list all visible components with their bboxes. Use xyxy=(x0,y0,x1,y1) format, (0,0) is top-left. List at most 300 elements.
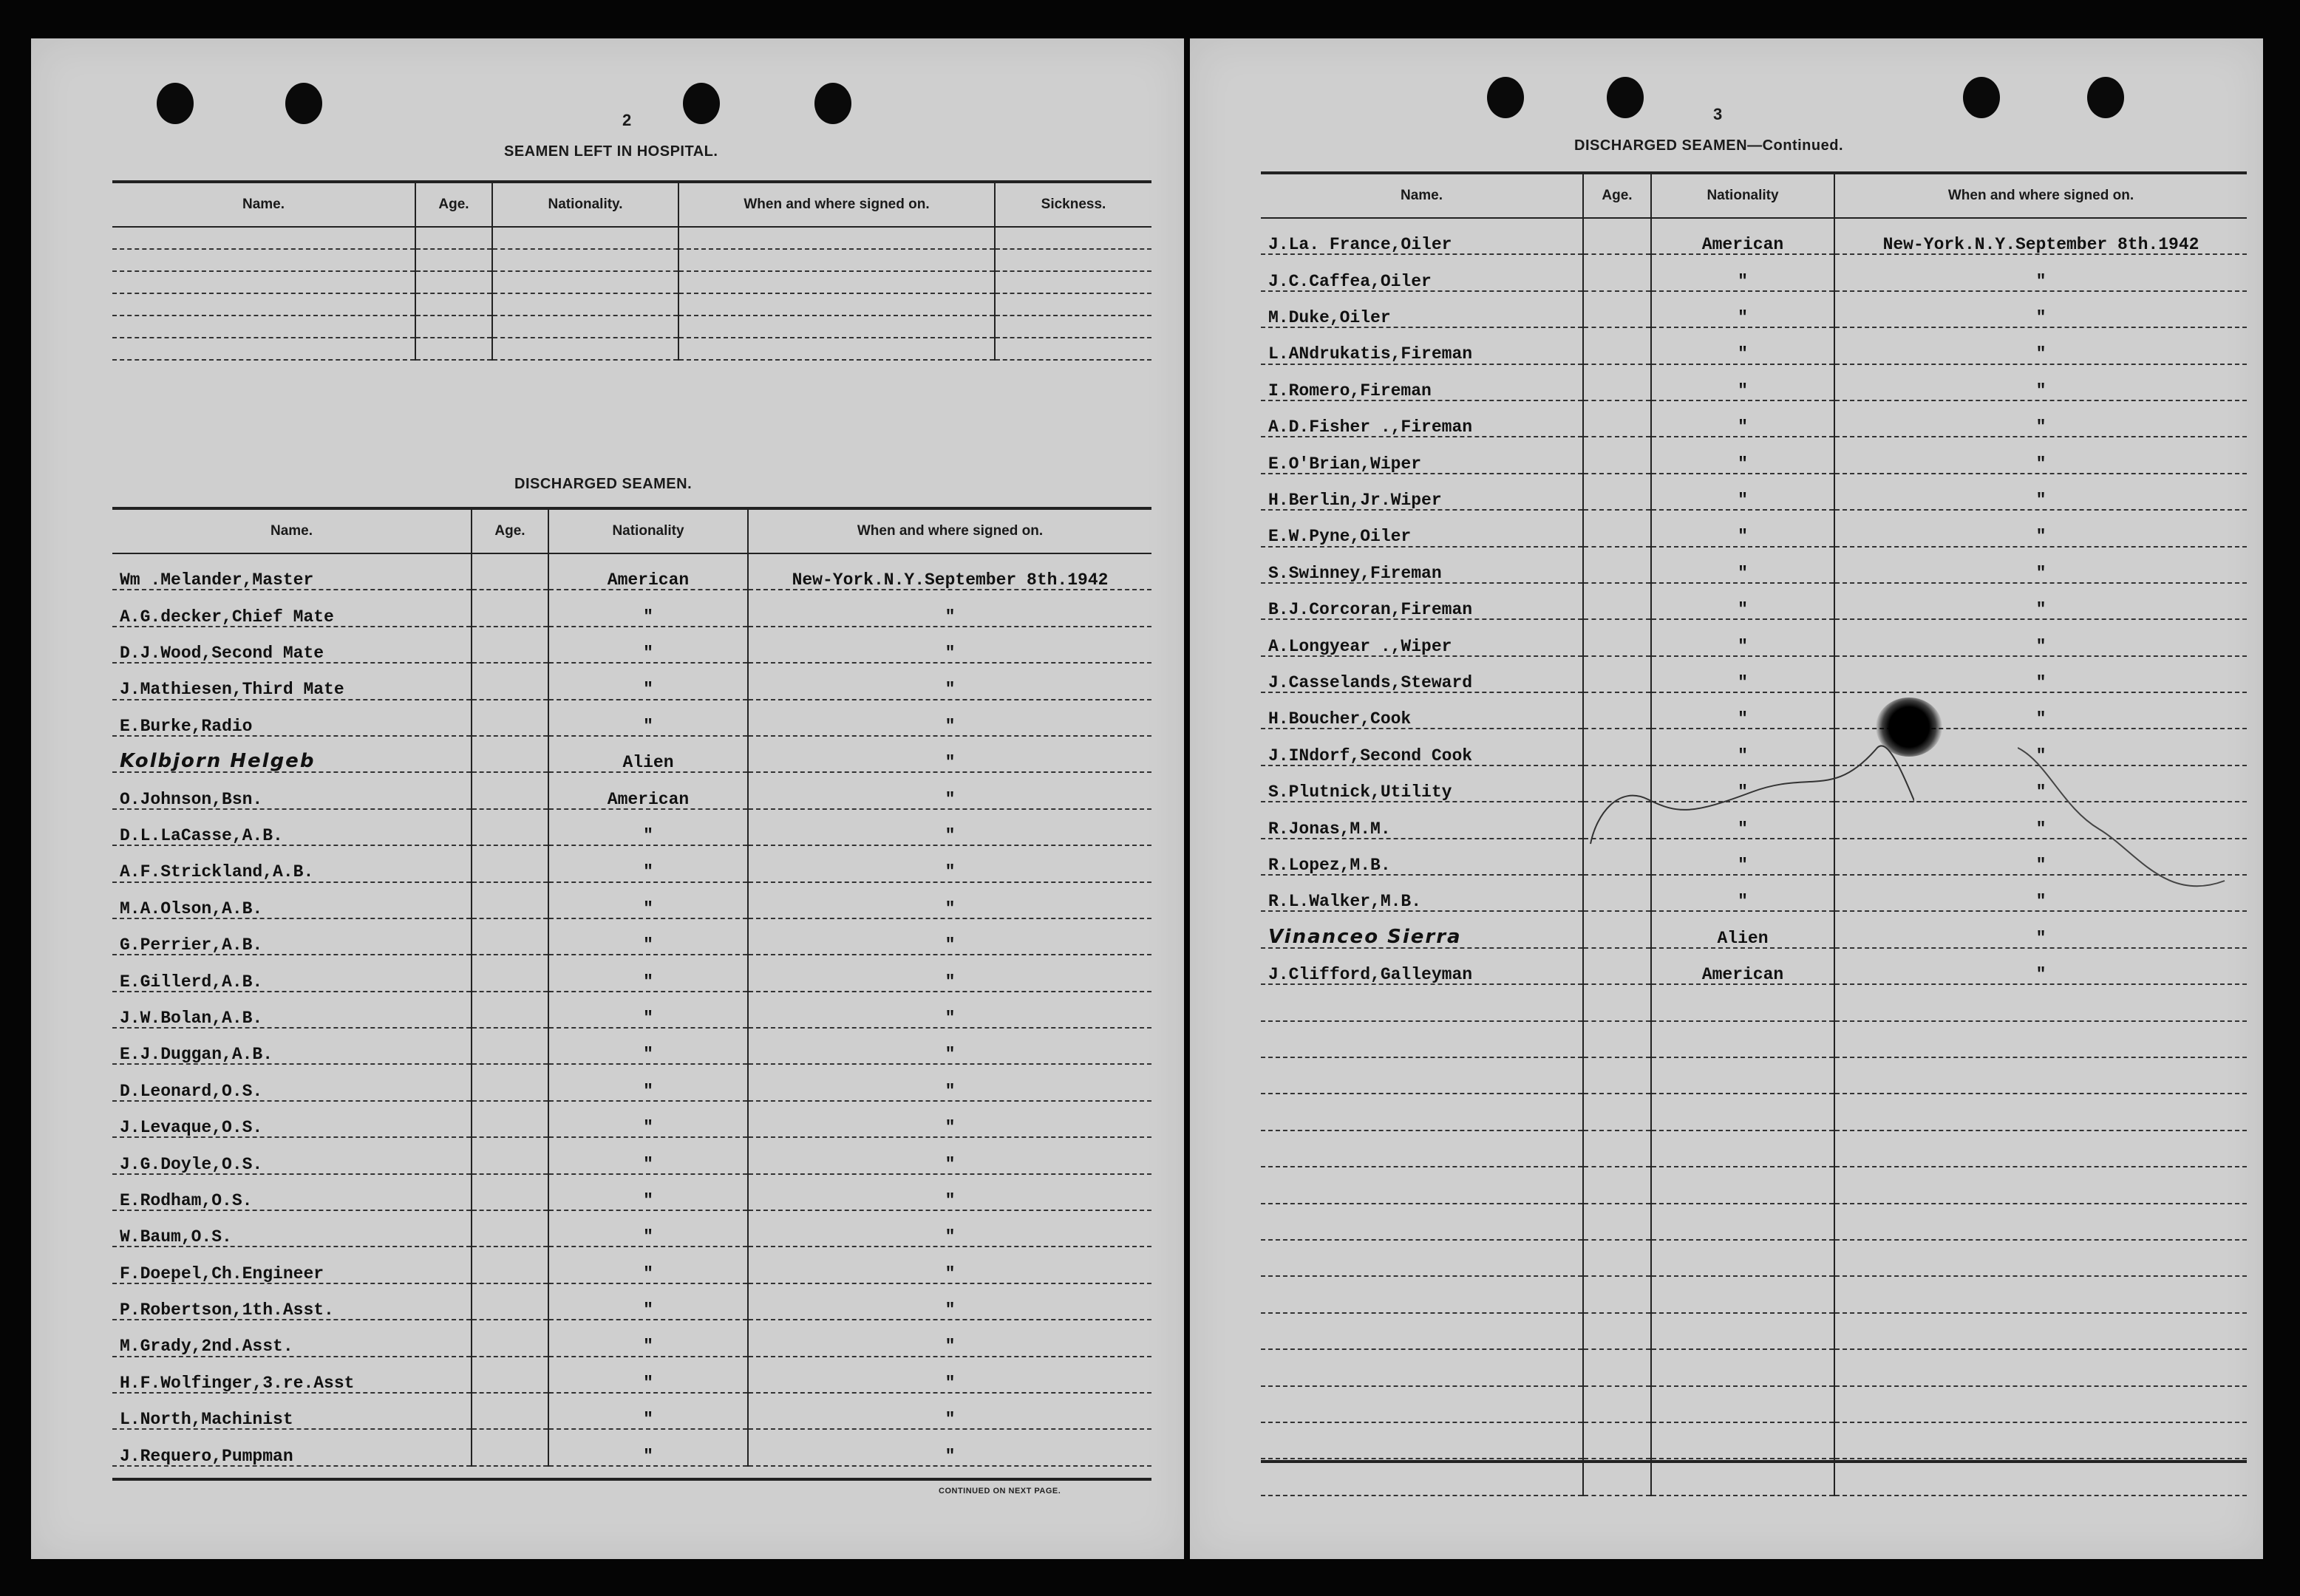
table-bottom-rule xyxy=(112,1478,1151,1481)
table-row xyxy=(112,338,1151,360)
seaman-nationality: " xyxy=(1651,474,1834,510)
blank-cell xyxy=(995,271,1151,293)
seaman-age xyxy=(472,553,548,590)
column-header-sickness: Sickness. xyxy=(995,182,1151,227)
blank-cell xyxy=(1834,1276,2247,1312)
blank-cell xyxy=(1834,1204,2247,1240)
table-row xyxy=(112,772,1151,808)
seaman-signed-on: " xyxy=(1834,656,2247,692)
blank-cell xyxy=(1651,1094,1834,1130)
punch-hole xyxy=(1963,77,2000,118)
blank-cell xyxy=(492,338,678,360)
blank-cell xyxy=(678,249,995,271)
blank-cell xyxy=(995,316,1151,338)
seaman-age xyxy=(1583,400,1651,437)
blank-cell xyxy=(1583,1349,1651,1385)
seaman-age xyxy=(472,1174,548,1210)
seaman-nationality: " xyxy=(548,1320,748,1356)
seaman-nationality: " xyxy=(548,1247,748,1283)
blank-cell xyxy=(1583,1204,1651,1240)
right-page xyxy=(1190,38,2263,1559)
blank-cell xyxy=(1261,1021,1583,1057)
seaman-name: H.F.Wolfinger,3.re.Asst xyxy=(112,1357,472,1393)
seaman-signed-on: " xyxy=(1834,254,2247,290)
blank-cell xyxy=(1834,1386,2247,1422)
seaman-age xyxy=(472,992,548,1028)
seaman-signed-on: " xyxy=(1834,437,2247,473)
seaman-name: L.ANdrukatis,Fireman xyxy=(1261,327,1583,364)
column-header-signed-on: When and where signed on. xyxy=(748,508,1151,553)
seaman-signed-on: " xyxy=(1834,400,2247,437)
seaman-signed-on: " xyxy=(748,882,1151,918)
seaman-age xyxy=(472,663,548,699)
seaman-age xyxy=(1583,291,1651,327)
table-row xyxy=(1261,437,2247,473)
blank-cell xyxy=(1834,1349,2247,1385)
seaman-nationality: " xyxy=(548,1210,748,1247)
table-row xyxy=(1261,291,2247,327)
blank-cell xyxy=(1651,984,1834,1020)
seaman-nationality: " xyxy=(1651,547,1834,583)
seaman-age xyxy=(472,809,548,845)
blank-cell xyxy=(1834,1459,2247,1495)
seaman-signed-on: " xyxy=(1834,364,2247,400)
table-row xyxy=(112,1028,1151,1064)
blank-cell xyxy=(1261,1240,1583,1276)
seaman-age xyxy=(472,1064,548,1100)
seaman-age xyxy=(472,1357,548,1393)
blank-cell xyxy=(112,316,415,338)
seaman-signed-on: " xyxy=(748,663,1151,699)
seaman-age xyxy=(472,1101,548,1137)
seaman-age xyxy=(472,627,548,663)
table-row xyxy=(1261,1167,2247,1203)
table-row xyxy=(1261,1204,2247,1240)
table-row xyxy=(1261,547,2247,583)
blank-cell xyxy=(1583,1240,1651,1276)
blank-cell xyxy=(112,338,415,360)
seaman-age xyxy=(472,736,548,772)
punch-hole xyxy=(2087,77,2124,118)
seaman-nationality: " xyxy=(1651,291,1834,327)
seaman-name: Vinanceo Sierra xyxy=(1261,911,1583,947)
page-number: 3 xyxy=(1713,105,1723,123)
seaman-name: J.Casselands,Steward xyxy=(1261,656,1583,692)
seaman-signed-on: " xyxy=(748,772,1151,808)
seaman-signed-on: " xyxy=(748,1320,1151,1356)
seaman-name: J.G.Doyle,O.S. xyxy=(112,1137,472,1173)
seaman-signed-on: " xyxy=(1834,911,2247,947)
seaman-nationality: " xyxy=(1651,802,1834,838)
blank-cell xyxy=(1651,1240,1834,1276)
table-row xyxy=(1261,1386,2247,1422)
seaman-name: E.Gillerd,A.B. xyxy=(112,955,472,991)
seaman-name: H.Berlin,Jr.Wiper xyxy=(1261,474,1583,510)
seaman-signed-on: " xyxy=(748,955,1151,991)
seaman-age xyxy=(472,845,548,881)
table-row xyxy=(112,316,1151,338)
seaman-name: M.A.Olson,A.B. xyxy=(112,882,472,918)
table-row xyxy=(112,627,1151,663)
seaman-name: D.L.LaCasse,A.B. xyxy=(112,809,472,845)
table-row xyxy=(1261,510,2247,546)
table-row xyxy=(112,1357,1151,1393)
seaman-nationality: " xyxy=(548,992,748,1028)
seaman-name: L.North,Machinist xyxy=(112,1393,472,1429)
column-header-nationality: Nationality. xyxy=(492,182,678,227)
seaman-age xyxy=(1583,583,1651,619)
blank-cell xyxy=(1583,1021,1651,1057)
blank-cell xyxy=(1651,1349,1834,1385)
seaman-signed-on: " xyxy=(748,1174,1151,1210)
seaman-signed-on: " xyxy=(1834,583,2247,619)
discharged-continued-title: DISCHARGED SEAMEN—Continued. xyxy=(1574,137,1843,154)
blank-cell xyxy=(1583,1057,1651,1094)
seaman-age xyxy=(1583,437,1651,473)
blank-cell xyxy=(678,293,995,316)
seaman-signed-on: " xyxy=(1834,839,2247,875)
table-row xyxy=(1261,948,2247,984)
seaman-name: O.Johnson,Bsn. xyxy=(112,772,472,808)
seaman-nationality: " xyxy=(1651,875,1834,911)
blank-cell xyxy=(678,227,995,249)
seaman-nationality: " xyxy=(548,809,748,845)
table-row xyxy=(112,882,1151,918)
table-bottom-rule xyxy=(1261,1460,2247,1463)
blank-cell xyxy=(1651,1422,1834,1459)
table-row xyxy=(1261,364,2247,400)
table-row xyxy=(112,1393,1151,1429)
seaman-name: M.Grady,2nd.Asst. xyxy=(112,1320,472,1356)
seaman-signed-on: " xyxy=(748,736,1151,772)
seaman-age xyxy=(472,1137,548,1173)
blank-cell xyxy=(492,316,678,338)
blank-cell xyxy=(1834,1422,2247,1459)
seaman-signed-on: " xyxy=(748,809,1151,845)
page-number: 2 xyxy=(622,111,632,129)
seaman-nationality: " xyxy=(1651,327,1834,364)
seaman-name: E.J.Duggan,A.B. xyxy=(112,1028,472,1064)
blank-cell xyxy=(492,227,678,249)
seaman-nationality: Alien xyxy=(548,736,748,772)
seaman-signed-on: " xyxy=(748,1247,1151,1283)
blank-cell xyxy=(415,271,492,293)
seaman-signed-on: " xyxy=(748,918,1151,955)
seaman-age xyxy=(472,590,548,626)
seaman-name: E.Burke,Radio xyxy=(112,700,472,736)
seaman-nationality: " xyxy=(548,1137,748,1173)
blank-cell xyxy=(112,293,415,316)
blank-cell xyxy=(1834,984,2247,1020)
seaman-signed-on: " xyxy=(748,1429,1151,1465)
blank-cell xyxy=(1583,1459,1651,1495)
seaman-nationality: " xyxy=(548,1064,748,1100)
seaman-nationality: " xyxy=(1651,692,1834,729)
seaman-nationality: " xyxy=(548,1393,748,1429)
table-row xyxy=(112,1429,1151,1465)
blank-cell xyxy=(1261,1349,1583,1385)
left-page xyxy=(31,38,1184,1559)
seaman-signed-on: " xyxy=(1834,291,2247,327)
table-row xyxy=(1261,1459,2247,1495)
table-row xyxy=(1261,218,2247,254)
column-header-signed-on: When and where signed on. xyxy=(678,182,995,227)
table-row xyxy=(112,1210,1151,1247)
seaman-name: J.Mathiesen,Third Mate xyxy=(112,663,472,699)
blank-cell xyxy=(678,338,995,360)
column-header-nationality: Nationality xyxy=(1651,173,1834,218)
table-row xyxy=(112,1174,1151,1210)
table-row xyxy=(1261,1057,2247,1094)
table-row xyxy=(112,1247,1151,1283)
blank-cell xyxy=(1261,1422,1583,1459)
seaman-nationality: American xyxy=(1651,218,1834,254)
table-row xyxy=(1261,400,2247,437)
table-row xyxy=(112,293,1151,316)
table-row xyxy=(1261,1021,2247,1057)
blank-cell xyxy=(1651,1386,1834,1422)
seaman-age xyxy=(472,1028,548,1064)
seaman-name: W.Baum,O.S. xyxy=(112,1210,472,1247)
seaman-nationality: American xyxy=(1651,948,1834,984)
seaman-signed-on: " xyxy=(1834,510,2247,546)
blank-cell xyxy=(1834,1057,2247,1094)
seaman-name: Kolbjorn Helgeb xyxy=(112,736,472,772)
seaman-name: S.Plutnick,Utility xyxy=(1261,765,1583,802)
seaman-nationality: " xyxy=(1651,765,1834,802)
seaman-nationality: Alien xyxy=(1651,911,1834,947)
seaman-nationality: " xyxy=(548,700,748,736)
blank-cell xyxy=(415,316,492,338)
seaman-signed-on: " xyxy=(748,627,1151,663)
seaman-age xyxy=(472,772,548,808)
seaman-nationality: " xyxy=(1651,619,1834,655)
seaman-name: R.L.Walker,M.B. xyxy=(1261,875,1583,911)
blank-cell xyxy=(1834,1021,2247,1057)
seaman-age xyxy=(1583,510,1651,546)
blank-cell xyxy=(1651,1057,1834,1094)
column-header-name: Name. xyxy=(112,182,415,227)
seaman-signed-on: " xyxy=(1834,474,2247,510)
seaman-age xyxy=(472,1429,548,1465)
seaman-nationality: " xyxy=(548,1283,748,1320)
punch-hole xyxy=(285,83,322,124)
table-row xyxy=(112,249,1151,271)
seaman-name: S.Swinney,Fireman xyxy=(1261,547,1583,583)
blank-cell xyxy=(1834,1313,2247,1349)
seaman-signed-on: " xyxy=(748,1137,1151,1173)
blank-cell xyxy=(1651,1313,1834,1349)
discharged-table xyxy=(112,507,1151,1467)
punch-hole xyxy=(814,83,851,124)
seaman-nationality: " xyxy=(548,955,748,991)
seaman-signed-on: " xyxy=(748,1357,1151,1393)
table-row xyxy=(1261,1130,2247,1167)
seaman-signed-on: " xyxy=(1834,547,2247,583)
seaman-nationality: " xyxy=(548,845,748,881)
seaman-name: M.Duke,Oiler xyxy=(1261,291,1583,327)
table-row xyxy=(112,553,1151,590)
seaman-nationality: " xyxy=(548,882,748,918)
blank-cell xyxy=(1651,1021,1834,1057)
seaman-age xyxy=(1583,327,1651,364)
table-row xyxy=(1261,1349,2247,1385)
blank-cell xyxy=(1261,1313,1583,1349)
seaman-signed-on: " xyxy=(1834,875,2247,911)
table-row xyxy=(1261,254,2247,290)
seaman-name: R.Lopez,M.B. xyxy=(1261,839,1583,875)
blank-cell xyxy=(1583,1276,1651,1312)
seaman-nationality: " xyxy=(1651,583,1834,619)
seaman-name: D.J.Wood,Second Mate xyxy=(112,627,472,663)
seaman-age xyxy=(1583,948,1651,984)
seaman-age xyxy=(1583,474,1651,510)
blank-cell xyxy=(1261,1167,1583,1203)
seaman-signed-on: New-York.N.Y.September 8th.1942 xyxy=(748,553,1151,590)
seaman-nationality: " xyxy=(548,590,748,626)
table-row xyxy=(1261,1094,2247,1130)
column-header-age: Age. xyxy=(1583,173,1651,218)
blank-cell xyxy=(1834,1240,2247,1276)
seaman-signed-on: " xyxy=(748,1064,1151,1100)
blank-cell xyxy=(995,293,1151,316)
seaman-nationality: " xyxy=(548,1028,748,1064)
table-row xyxy=(112,992,1151,1028)
blank-cell xyxy=(1261,1276,1583,1312)
seaman-name: J.C.Caffea,Oiler xyxy=(1261,254,1583,290)
seaman-name: J.Requero,Pumpman xyxy=(112,1429,472,1465)
blank-cell xyxy=(1261,1204,1583,1240)
blank-cell xyxy=(995,249,1151,271)
table-row xyxy=(112,736,1151,772)
blank-cell xyxy=(1583,1094,1651,1130)
discharged-section-title: DISCHARGED SEAMEN. xyxy=(514,476,693,492)
seaman-name: J.W.Bolan,A.B. xyxy=(112,992,472,1028)
seaman-name: J.INdorf,Second Cook xyxy=(1261,729,1583,765)
table-row xyxy=(1261,1240,2247,1276)
seaman-nationality: " xyxy=(1651,400,1834,437)
seaman-nationality: " xyxy=(1651,364,1834,400)
seaman-name: A.F.Strickland,A.B. xyxy=(112,845,472,881)
punch-hole xyxy=(683,83,720,124)
blank-cell xyxy=(1583,1422,1651,1459)
hospital-section-title: SEAMEN LEFT IN HOSPITAL. xyxy=(504,143,718,160)
blank-cell xyxy=(1261,1094,1583,1130)
seaman-name: A.D.Fisher .,Fireman xyxy=(1261,400,1583,437)
seaman-age xyxy=(472,1283,548,1320)
blank-cell xyxy=(995,338,1151,360)
seaman-signed-on: " xyxy=(748,992,1151,1028)
blank-cell xyxy=(492,249,678,271)
seaman-age xyxy=(472,1247,548,1283)
seaman-signed-on: " xyxy=(1834,692,2247,729)
stray-thread xyxy=(2018,718,2254,910)
table-row xyxy=(1261,583,2247,619)
blank-cell xyxy=(1834,1094,2247,1130)
blank-cell xyxy=(1583,1130,1651,1167)
blank-cell xyxy=(1651,1459,1834,1495)
seaman-nationality: " xyxy=(1651,510,1834,546)
blank-cell xyxy=(1651,1276,1834,1312)
table-row xyxy=(112,809,1151,845)
blank-cell xyxy=(1261,1386,1583,1422)
seaman-name: E.W.Pyne,Oiler xyxy=(1261,510,1583,546)
column-header-name: Name. xyxy=(1261,173,1583,218)
blank-cell xyxy=(112,227,415,249)
seaman-nationality: American xyxy=(548,553,748,590)
blank-cell xyxy=(1261,1057,1583,1094)
blank-cell xyxy=(492,293,678,316)
seaman-age xyxy=(1583,254,1651,290)
seaman-signed-on: New-York.N.Y.September 8th.1942 xyxy=(1834,218,2247,254)
seaman-nationality: " xyxy=(1651,729,1834,765)
seaman-age xyxy=(472,700,548,736)
seaman-age xyxy=(1583,656,1651,692)
column-header-nationality: Nationality xyxy=(548,508,748,553)
table-row xyxy=(112,1101,1151,1137)
blank-cell xyxy=(1834,1130,2247,1167)
seaman-name: J.Clifford,Galleyman xyxy=(1261,948,1583,984)
seaman-nationality: " xyxy=(548,1174,748,1210)
table-row xyxy=(112,1320,1151,1356)
seaman-nationality: " xyxy=(548,627,748,663)
table-row xyxy=(1261,984,2247,1020)
seaman-age xyxy=(472,1210,548,1247)
seaman-signed-on: " xyxy=(1834,948,2247,984)
column-header-name: Name. xyxy=(112,508,472,553)
continued-note: CONTINUED ON NEXT PAGE. xyxy=(939,1487,1061,1496)
blank-cell xyxy=(1651,1204,1834,1240)
seaman-signed-on: " xyxy=(1834,619,2247,655)
blank-cell xyxy=(1261,1459,1583,1495)
seaman-name: G.Perrier,A.B. xyxy=(112,918,472,955)
blank-cell xyxy=(1583,1386,1651,1422)
seaman-name: A.G.decker,Chief Mate xyxy=(112,590,472,626)
seaman-age xyxy=(1583,364,1651,400)
seaman-nationality: American xyxy=(548,772,748,808)
blank-cell xyxy=(1583,984,1651,1020)
seaman-age xyxy=(1583,218,1651,254)
table-row xyxy=(1261,474,2247,510)
blank-cell xyxy=(1583,1167,1651,1203)
hospital-table xyxy=(112,180,1151,361)
seaman-name: D.Leonard,O.S. xyxy=(112,1064,472,1100)
column-header-signed-on: When and where signed on. xyxy=(1834,173,2247,218)
table-row xyxy=(112,1283,1151,1320)
seaman-age xyxy=(472,1393,548,1429)
blank-cell xyxy=(1651,1130,1834,1167)
table-row xyxy=(1261,1422,2247,1459)
seaman-nationality: " xyxy=(548,1101,748,1137)
seaman-nationality: " xyxy=(548,918,748,955)
stray-thread xyxy=(1589,703,1914,925)
seaman-name: R.Jonas,M.M. xyxy=(1261,802,1583,838)
blank-cell xyxy=(415,249,492,271)
seaman-signed-on: " xyxy=(748,1393,1151,1429)
seaman-name: E.Rodham,O.S. xyxy=(112,1174,472,1210)
seaman-signed-on: " xyxy=(1834,729,2247,765)
seaman-signed-on: " xyxy=(1834,327,2247,364)
table-row xyxy=(112,700,1151,736)
seaman-signed-on: " xyxy=(748,1101,1151,1137)
seaman-nationality: " xyxy=(548,1429,748,1465)
blank-cell xyxy=(995,227,1151,249)
table-row xyxy=(112,227,1151,249)
table-row xyxy=(1261,1313,2247,1349)
seaman-name: J.La. France,Oiler xyxy=(1261,218,1583,254)
seaman-name: Wm .Melander,Master xyxy=(112,553,472,590)
blank-cell xyxy=(112,271,415,293)
